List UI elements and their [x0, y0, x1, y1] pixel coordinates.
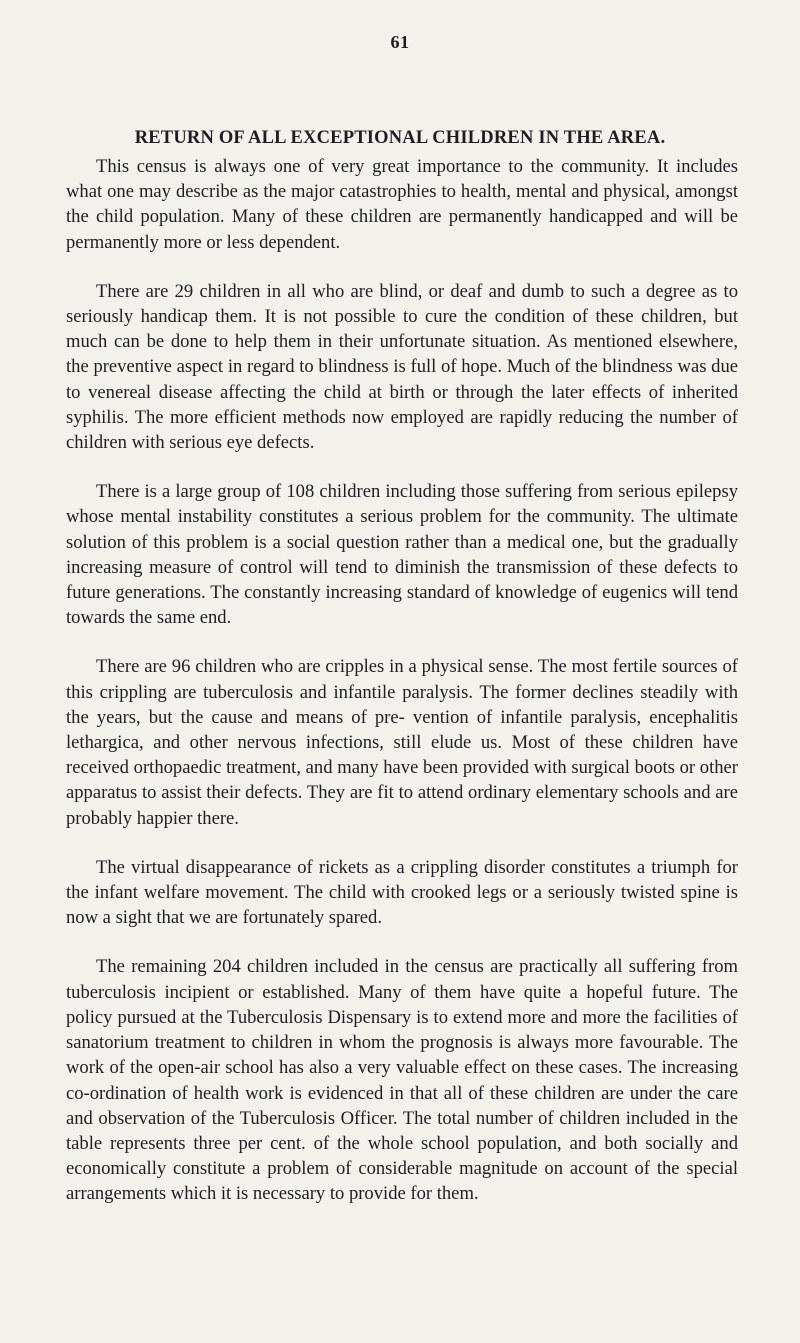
page-number: 61 — [390, 32, 410, 52]
body-text — [66, 154, 738, 1207]
paragraph-tuberculosis: The remaining 204 children included in the census are practically all suffering from tuberculosis incipient or established. Many of them have quite a hopeful future. The policy pursued at the Tuberculosis Dispensary is to extend more and more the facilities of sanatorium treatment to children in whom the prognosis is always more favourable. The work of the open-air school has also a very valuable effect on these cases. The increasing co-ordination of health work is evidenced in that all of these children are under the care and observation of the Tuberculosis Officer. The total number of children included in the table represents three per cent. of the whole school population, and both socially and economically constitute a problem of considerable magnitude on account of the special arrangements which it is necessary to provide for them. — [66, 956, 738, 1205]
paragraph-cripples: There are 96 children who are cripples in a physical sense. The most fertile sources of this crippling are tuberculosis and infantile paralysis. The former declines steadily with the years, but the cause and means of pre- vention of infantile paralysis, encephalitis lethargica, and other nervous infections, still elude us. Most of these children have received orthopaedic treatment, and many have been provided with surgical boots or other apparatus to assist their defects. They are fit to attend ordinary elementary schools and are probably happier there. — [66, 656, 738, 829]
paragraph-blind-deaf: There are 29 children in all who are blind, or deaf and dumb to such a degree as to seriously handicap them. It is not possible to cure the condition of these children, but much can be done to help them in their unfortunate situation. As mentioned elsewhere, the preventive aspect in regard to blindness is full of hope. Much of the blindness was due to venereal disease affecting the child at birth or through the later effects of inherited syphilis. The more efficient methods now employed are rapidly reducing the number of children with serious eye defects. — [66, 280, 738, 454]
paragraph-census-importance: This census is always one of very great importance to the community. It includes what one may describe as the major catastrophies to health, mental and physical, amongst the child population. Many of these children are permanently handicapped and will be permanently more or less dependent. — [66, 156, 738, 253]
paragraph-epilepsy: There is a large group of 108 children including those suffering from serious epilepsy whose mental instability constitutes a serious problem for the community. The ultimate solution of this problem is a social question rather than a medical one, but the gradually increasing measure of control will tend to diminish the transmission of these defects to future generations. The constantly increasing standard of knowledge of eugenics will tend towards the same end. — [66, 481, 738, 629]
paragraph-rickets: The virtual disappearance of rickets as a crippling disorder constitutes a triumph for the infant welfare movement. The child with crooked legs or a seriously twisted spine is now a sight that we are fortunately spared. — [66, 856, 738, 929]
page-title: RETURN OF ALL EXCEPTIONAL CHILDREN IN THE AREA. — [134, 128, 666, 149]
